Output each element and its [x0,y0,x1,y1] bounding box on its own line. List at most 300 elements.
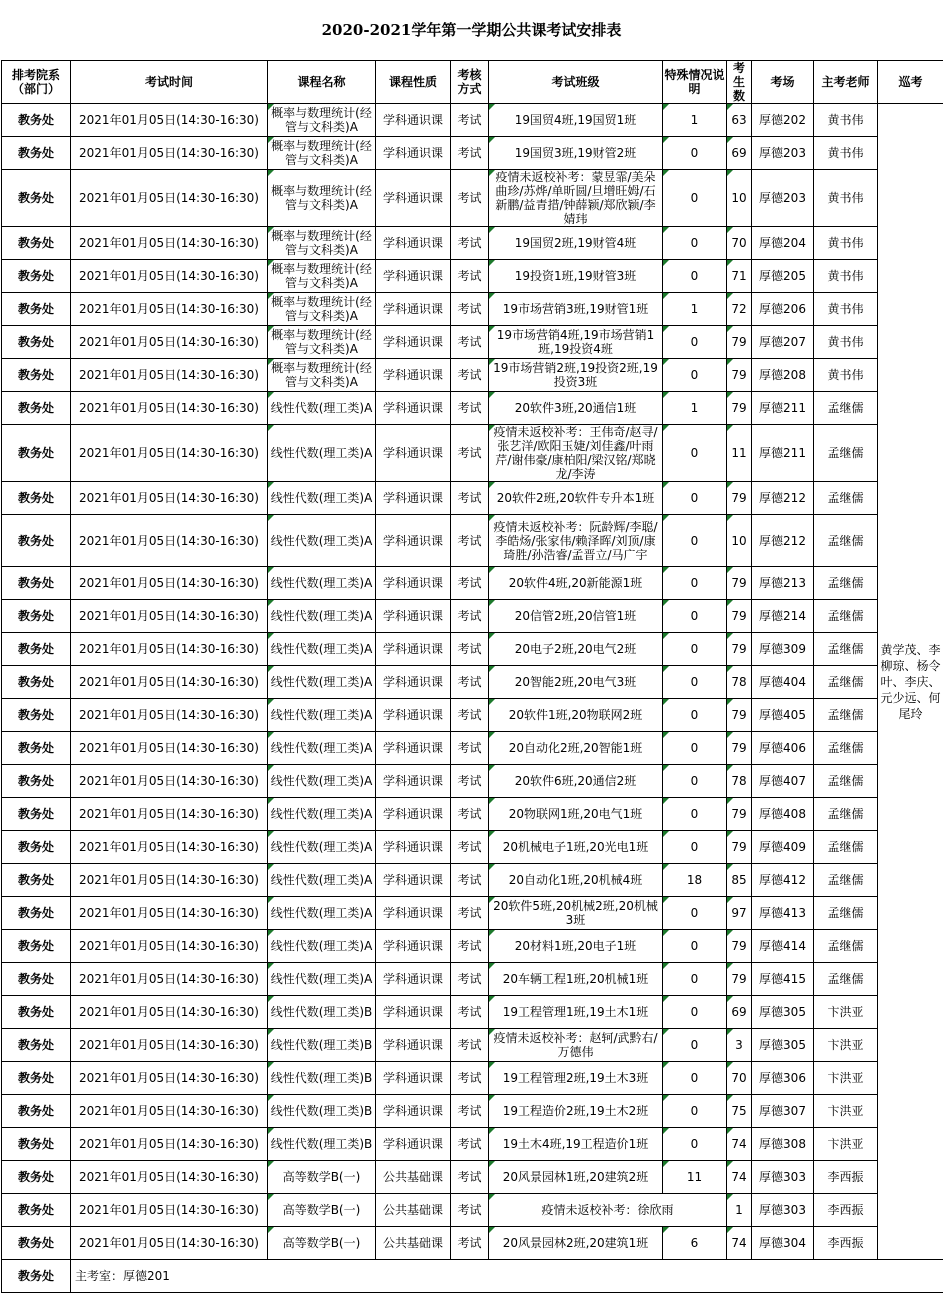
cell-special: 1 [663,392,727,425]
cell-count: 78 [727,765,752,798]
cell-time: 2021年01月05日(14:30-16:30) [71,227,268,260]
table-row [2,897,943,930]
cell-teacher: 黄书伟 [814,359,878,392]
cell-time: 2021年01月05日(14:30-16:30) [71,798,268,831]
header-time: 考试时间 [71,61,268,104]
cell-room: 厚德415 [752,963,814,996]
cell-time: 2021年01月05日(14:30-16:30) [71,897,268,930]
cell-proctor: 黄学茂、李柳琼、杨令叶、李庆、元少远、何尾玲 [878,104,943,1260]
cell-dept: 教务处 [2,104,71,137]
cell-course: 概率与数理统计(经管与文科类)A [268,359,376,392]
cell-dept: 教务处 [2,1062,71,1095]
cell-method: 考试 [451,1062,489,1095]
cell-room: 厚德207 [752,326,814,359]
cell-special: 1 [663,104,727,137]
cell-room: 厚德412 [752,864,814,897]
cell-course: 线性代数(理工类)B [268,996,376,1029]
cell-count: 79 [727,732,752,765]
header-teacher: 主考老师 [814,61,878,104]
cell-count: 79 [727,831,752,864]
cell-course: 概率与数理统计(经管与文科类)A [268,260,376,293]
cell-time: 2021年01月05日(14:30-16:30) [71,1128,268,1161]
table-row [2,600,943,633]
cell-nature: 公共基础课 [376,1227,451,1260]
cell-special: 1 [663,293,727,326]
cell-nature: 学科通识课 [376,864,451,897]
cell-special: 0 [663,326,727,359]
cell-course: 概率与数理统计(经管与文科类)A [268,293,376,326]
cell-dept: 教务处 [2,137,71,170]
cell-classes: 疫情未返校补考：阮龄辉/李聪/李皓炀/张家伟/赖泽晖/刘顶/康琦胜/孙浩睿/孟晋立/马广宇 [489,515,663,567]
cell-room: 厚德211 [752,425,814,482]
cell-time: 2021年01月05日(14:30-16:30) [71,1161,268,1194]
cell-course: 线性代数(理工类)B [268,1128,376,1161]
table-row [2,699,943,732]
cell-nature: 学科通识课 [376,831,451,864]
cell-special: 0 [663,567,727,600]
cell-special: 0 [663,996,727,1029]
cell-teacher: 孟继儒 [814,963,878,996]
cell-classes: 20信管2班,20信管1班 [489,600,663,633]
cell-course: 线性代数(理工类)A [268,567,376,600]
cell-classes: 19工程管理1班,19土木1班 [489,996,663,1029]
cell-count: 79 [727,600,752,633]
cell-time: 2021年01月05日(14:30-16:30) [71,567,268,600]
cell-nature: 学科通识课 [376,170,451,227]
cell-count: 74 [727,1227,752,1260]
cell-nature: 学科通识课 [376,1062,451,1095]
cell-count: 69 [727,996,752,1029]
cell-dept: 教务处 [2,897,71,930]
cell-teacher: 孟继儒 [814,864,878,897]
cell-special: 0 [663,137,727,170]
cell-time: 2021年01月05日(14:30-16:30) [71,963,268,996]
cell-method: 考试 [451,1029,489,1062]
cell-dept: 教务处 [2,293,71,326]
cell-course: 线性代数(理工类)A [268,897,376,930]
cell-course: 高等数学B(一) [268,1227,376,1260]
cell-room: 厚德306 [752,1062,814,1095]
table-row [2,798,943,831]
cell-special: 0 [663,1095,727,1128]
header-nature: 课程性质 [376,61,451,104]
cell-special: 0 [663,600,727,633]
table-row [2,137,943,170]
cell-special: 0 [663,1128,727,1161]
cell-course: 线性代数(理工类)B [268,1029,376,1062]
cell-count: 10 [727,170,752,227]
cell-teacher: 孟继儒 [814,798,878,831]
cell-method: 考试 [451,765,489,798]
cell-method: 考试 [451,1227,489,1260]
cell-count: 79 [727,930,752,963]
cell-dept: 教务处 [2,170,71,227]
table-row [2,930,943,963]
cell-count: 79 [727,798,752,831]
footer-main-exam-room: 主考室：厚德201 [71,1260,943,1293]
cell-method: 考试 [451,996,489,1029]
cell-time: 2021年01月05日(14:30-16:30) [71,170,268,227]
cell-time: 2021年01月05日(14:30-16:30) [71,1194,268,1227]
cell-method: 考试 [451,293,489,326]
cell-course: 线性代数(理工类)A [268,831,376,864]
cell-course: 概率与数理统计(经管与文科类)A [268,326,376,359]
cell-room: 厚德213 [752,567,814,600]
table-row [2,996,943,1029]
cell-time: 2021年01月05日(14:30-16:30) [71,260,268,293]
table-row [2,1128,943,1161]
table-row [2,633,943,666]
cell-nature: 学科通识课 [376,104,451,137]
cell-dept: 教务处 [2,831,71,864]
cell-nature: 学科通识课 [376,1095,451,1128]
cell-count: 1 [727,1194,752,1227]
cell-room: 厚德303 [752,1194,814,1227]
cell-course: 线性代数(理工类)A [268,765,376,798]
cell-time: 2021年01月05日(14:30-16:30) [71,392,268,425]
cell-room: 厚德414 [752,930,814,963]
table-row [2,1029,943,1062]
cell-time: 2021年01月05日(14:30-16:30) [71,359,268,392]
cell-special: 0 [663,1029,727,1062]
table-row [2,293,943,326]
cell-course: 高等数学B(一) [268,1161,376,1194]
cell-room: 厚德409 [752,831,814,864]
cell-dept: 教务处 [2,482,71,515]
cell-classes: 20车辆工程1班,20机械1班 [489,963,663,996]
cell-nature: 学科通识课 [376,293,451,326]
cell-count: 79 [727,326,752,359]
cell-count: 79 [727,699,752,732]
cell-teacher: 卞洪亚 [814,1062,878,1095]
cell-special: 0 [663,897,727,930]
cell-classes: 20机械电子1班,20光电1班 [489,831,663,864]
cell-time: 2021年01月05日(14:30-16:30) [71,831,268,864]
cell-classes: 20物联网1班,20电气1班 [489,798,663,831]
cell-special: 0 [663,1062,727,1095]
cell-count: 10 [727,515,752,567]
cell-nature: 学科通识课 [376,600,451,633]
cell-nature: 学科通识课 [376,359,451,392]
cell-teacher: 黄书伟 [814,227,878,260]
cell-course: 线性代数(理工类)A [268,798,376,831]
cell-special: 11 [663,1161,727,1194]
cell-dept: 教务处 [2,227,71,260]
cell-teacher: 孟继儒 [814,897,878,930]
cell-time: 2021年01月05日(14:30-16:30) [71,137,268,170]
header-method: 考核方式 [451,61,489,104]
cell-special: 0 [663,260,727,293]
cell-time: 2021年01月05日(14:30-16:30) [71,864,268,897]
cell-nature: 学科通识课 [376,1128,451,1161]
cell-classes: 19工程管理2班,19土木3班 [489,1062,663,1095]
cell-course: 概率与数理统计(经管与文科类)A [268,227,376,260]
table-row [2,260,943,293]
cell-special: 0 [663,515,727,567]
cell-dept: 教务处 [2,1128,71,1161]
cell-count: 79 [727,567,752,600]
cell-count: 97 [727,897,752,930]
cell-count: 3 [727,1029,752,1062]
cell-teacher: 孟继儒 [814,567,878,600]
cell-dept: 教务处 [2,996,71,1029]
cell-method: 考试 [451,633,489,666]
cell-time: 2021年01月05日(14:30-16:30) [71,1227,268,1260]
cell-room: 厚德406 [752,732,814,765]
cell-classes: 疫情未返校补考：蒙昱霏/美朵曲珍/苏烨/单昕圆/旦增旺姆/石新鹏/益青措/钟薛颖/郑欣颖/李婧玮 [489,170,663,227]
cell-room: 厚德305 [752,1029,814,1062]
cell-room: 厚德407 [752,765,814,798]
table-header-row [2,61,943,104]
cell-method: 考试 [451,482,489,515]
cell-dept: 教务处 [2,1161,71,1194]
cell-nature: 学科通识课 [376,1029,451,1062]
cell-teacher: 卞洪亚 [814,1095,878,1128]
cell-course: 线性代数(理工类)A [268,392,376,425]
cell-teacher: 孟继儒 [814,633,878,666]
table-row [2,359,943,392]
cell-nature: 学科通识课 [376,930,451,963]
cell-dept: 教务处 [2,392,71,425]
cell-dept: 教务处 [2,425,71,482]
cell-classes: 19土木4班,19工程造价1班 [489,1128,663,1161]
cell-teacher: 黄书伟 [814,104,878,137]
cell-dept: 教务处 [2,1029,71,1062]
table-row [2,482,943,515]
cell-dept: 教务处 [2,1095,71,1128]
cell-course: 概率与数理统计(经管与文科类)A [268,170,376,227]
footer-row [2,1260,943,1293]
cell-special: 0 [663,798,727,831]
cell-course: 线性代数(理工类)A [268,963,376,996]
cell-special: 0 [663,699,727,732]
cell-course: 线性代数(理工类)A [268,864,376,897]
cell-special: 0 [663,765,727,798]
table-row [2,963,943,996]
table-row [2,1161,943,1194]
cell-method: 考试 [451,392,489,425]
table-row [2,765,943,798]
cell-course: 线性代数(理工类)A [268,515,376,567]
cell-time: 2021年01月05日(14:30-16:30) [71,732,268,765]
table-row [2,567,943,600]
cell-count: 78 [727,666,752,699]
cell-nature: 学科通识课 [376,897,451,930]
page-title: 2020-2021学年第一学期公共课考试安排表 [0,0,943,60]
cell-special: 0 [663,170,727,227]
cell-classes: 19国贸2班,19财管4班 [489,227,663,260]
table-row [2,515,943,567]
table-row [2,104,943,137]
cell-room: 厚德303 [752,1161,814,1194]
cell-method: 考试 [451,567,489,600]
table-row [2,227,943,260]
exam-schedule-table [1,60,943,1293]
cell-special: 0 [663,732,727,765]
cell-nature: 学科通识课 [376,515,451,567]
cell-classes: 19国贸4班,19国贸1班 [489,104,663,137]
cell-method: 考试 [451,260,489,293]
cell-classes: 20智能2班,20电气3班 [489,666,663,699]
cell-nature: 学科通识课 [376,699,451,732]
cell-dept: 教务处 [2,359,71,392]
cell-course: 线性代数(理工类)A [268,482,376,515]
cell-special: 0 [663,425,727,482]
cell-classes: 疫情未返校补考：赵轲/武黔右/万德伟 [489,1029,663,1062]
cell-nature: 学科通识课 [376,996,451,1029]
header-proctor: 巡考 [878,61,943,104]
cell-course: 高等数学B(一) [268,1194,376,1227]
table-row [2,170,943,227]
cell-nature: 学科通识课 [376,260,451,293]
table-row [2,1095,943,1128]
cell-teacher: 黄书伟 [814,260,878,293]
cell-course: 线性代数(理工类)A [268,930,376,963]
cell-method: 考试 [451,1128,489,1161]
cell-classes: 19国贸3班,19财管2班 [489,137,663,170]
cell-room: 厚德205 [752,260,814,293]
cell-teacher: 卞洪亚 [814,1128,878,1161]
cell-nature: 学科通识课 [376,425,451,482]
cell-time: 2021年01月05日(14:30-16:30) [71,293,268,326]
cell-teacher: 孟继儒 [814,515,878,567]
cell-room: 厚德309 [752,633,814,666]
cell-method: 考试 [451,326,489,359]
cell-teacher: 孟继儒 [814,425,878,482]
cell-count: 70 [727,227,752,260]
table-row [2,864,943,897]
cell-dept: 教务处 [2,260,71,293]
table-body [2,104,943,1293]
cell-classes: 20自动化1班,20机械4班 [489,864,663,897]
cell-time: 2021年01月05日(14:30-16:30) [71,765,268,798]
cell-teacher: 孟继儒 [814,392,878,425]
cell-classes: 疫情未返校补考：徐欣雨 [489,1194,727,1227]
cell-count: 79 [727,392,752,425]
cell-room: 厚德305 [752,996,814,1029]
table-row [2,1227,943,1260]
cell-course: 线性代数(理工类)A [268,633,376,666]
cell-dept: 教务处 [2,963,71,996]
cell-room: 厚德304 [752,1227,814,1260]
cell-dept: 教务处 [2,633,71,666]
cell-time: 2021年01月05日(14:30-16:30) [71,699,268,732]
cell-time: 2021年01月05日(14:30-16:30) [71,425,268,482]
cell-course: 线性代数(理工类)B [268,1062,376,1095]
cell-dept: 教务处 [2,864,71,897]
cell-course: 概率与数理统计(经管与文科类)A [268,104,376,137]
header-dept: 排考院系（部门） [2,61,71,104]
cell-room: 厚德203 [752,137,814,170]
cell-method: 考试 [451,359,489,392]
cell-classes: 20软件2班,20软件专升本1班 [489,482,663,515]
footer-dept: 教务处 [2,1260,71,1293]
cell-count: 75 [727,1095,752,1128]
cell-count: 11 [727,425,752,482]
table-row [2,1062,943,1095]
cell-teacher: 卞洪亚 [814,1029,878,1062]
header-course: 课程名称 [268,61,376,104]
header-room: 考场 [752,61,814,104]
cell-count: 85 [727,864,752,897]
cell-room: 厚德208 [752,359,814,392]
cell-teacher: 李西振 [814,1161,878,1194]
cell-special: 6 [663,1227,727,1260]
table-row [2,1194,943,1227]
cell-teacher: 孟继儒 [814,765,878,798]
cell-special: 0 [663,227,727,260]
cell-dept: 教务处 [2,1227,71,1260]
cell-nature: 学科通识课 [376,633,451,666]
cell-teacher: 孟继儒 [814,831,878,864]
cell-dept: 教务处 [2,600,71,633]
table-row [2,425,943,482]
cell-time: 2021年01月05日(14:30-16:30) [71,666,268,699]
cell-method: 考试 [451,137,489,170]
cell-classes: 20软件4班,20新能源1班 [489,567,663,600]
cell-dept: 教务处 [2,515,71,567]
cell-time: 2021年01月05日(14:30-16:30) [71,104,268,137]
cell-course: 线性代数(理工类)A [268,600,376,633]
cell-method: 考试 [451,600,489,633]
cell-dept: 教务处 [2,765,71,798]
cell-room: 厚德206 [752,293,814,326]
cell-teacher: 黄书伟 [814,293,878,326]
cell-teacher: 李西振 [814,1194,878,1227]
cell-special: 0 [663,930,727,963]
cell-special: 0 [663,482,727,515]
cell-method: 考试 [451,170,489,227]
cell-nature: 学科通识课 [376,137,451,170]
cell-course: 线性代数(理工类)A [268,425,376,482]
cell-nature: 学科通识课 [376,765,451,798]
cell-classes: 19市场营销4班,19市场营销1班,19投资4班 [489,326,663,359]
cell-dept: 教务处 [2,326,71,359]
cell-count: 72 [727,293,752,326]
cell-time: 2021年01月05日(14:30-16:30) [71,1095,268,1128]
cell-teacher: 黄书伟 [814,326,878,359]
cell-method: 考试 [451,699,489,732]
cell-teacher: 李西振 [814,1227,878,1260]
cell-classes: 20电子2班,20电气2班 [489,633,663,666]
cell-room: 厚德405 [752,699,814,732]
cell-time: 2021年01月05日(14:30-16:30) [71,633,268,666]
cell-count: 79 [727,359,752,392]
cell-method: 考试 [451,732,489,765]
cell-room: 厚德212 [752,482,814,515]
cell-classes: 19投资1班,19财管3班 [489,260,663,293]
cell-room: 厚德408 [752,798,814,831]
table-row [2,666,943,699]
cell-teacher: 黄书伟 [814,137,878,170]
cell-nature: 学科通识课 [376,392,451,425]
cell-nature: 学科通识课 [376,326,451,359]
cell-teacher: 卞洪亚 [814,996,878,1029]
cell-course: 线性代数(理工类)A [268,666,376,699]
cell-time: 2021年01月05日(14:30-16:30) [71,515,268,567]
cell-count: 74 [727,1161,752,1194]
cell-teacher: 孟继儒 [814,699,878,732]
cell-time: 2021年01月05日(14:30-16:30) [71,1062,268,1095]
cell-room: 厚德308 [752,1128,814,1161]
cell-method: 考试 [451,864,489,897]
cell-special: 0 [663,633,727,666]
cell-count: 63 [727,104,752,137]
cell-method: 考试 [451,425,489,482]
cell-method: 考试 [451,897,489,930]
cell-dept: 教务处 [2,699,71,732]
cell-method: 考试 [451,227,489,260]
